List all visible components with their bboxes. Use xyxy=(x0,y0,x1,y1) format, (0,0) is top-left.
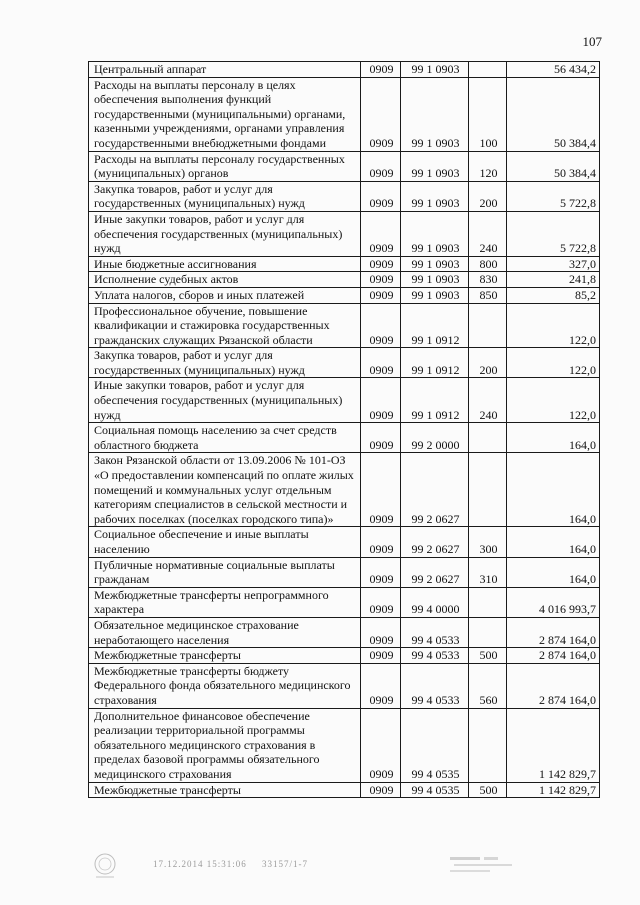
cell-name: Социальное обеспечение и иные выплаты населению xyxy=(89,527,361,557)
seal-stamp-icon xyxy=(92,851,118,881)
table-row xyxy=(89,348,600,378)
cell-sum: 1 142 829,7 xyxy=(507,782,600,798)
cell-expense-type xyxy=(469,617,507,647)
cell-name: Расходы на выплаты персоналу в целях обеспечения выполнения функций государственными (муниципальными) органами, казенными учреждениями, органами управления государственными внебюджетными фондами xyxy=(89,77,361,151)
cell-section: 0909 xyxy=(361,617,401,647)
cell-name: Центральный аппарат xyxy=(89,62,361,78)
cell-name: Дополнительное финансовое обеспечение реализации территориальной программы обязательного медицинского страхования в пределах базовой программы обязательного медицинского страхования xyxy=(89,708,361,782)
cell-target-code: 99 4 0533 xyxy=(401,663,469,708)
footer-doc-code: 33157/1-7 xyxy=(262,859,308,869)
cell-expense-type: 240 xyxy=(469,211,507,256)
cell-target-code: 99 4 0535 xyxy=(401,782,469,798)
cell-name: Межбюджетные трансферты непрограммного характера xyxy=(89,587,361,617)
cell-sum: 164,0 xyxy=(507,423,600,453)
table-row xyxy=(89,663,600,708)
cell-sum: 122,0 xyxy=(507,378,600,423)
cell-name: Публичные нормативные социальные выплаты гражданам xyxy=(89,557,361,587)
cell-expense-type xyxy=(469,423,507,453)
cell-expense-type: 200 xyxy=(469,348,507,378)
cell-sum: 122,0 xyxy=(507,303,600,348)
cell-name: Профессиональное обучение, повышение квалификации и стажировка государственных гражданских служащих Рязанской области xyxy=(89,303,361,348)
table-row xyxy=(89,62,600,78)
table-row xyxy=(89,77,600,151)
cell-sum: 50 384,4 xyxy=(507,77,600,151)
cell-sum: 122,0 xyxy=(507,348,600,378)
cell-target-code: 99 1 0912 xyxy=(401,348,469,378)
cell-name: Обязательное медицинское страхование неработающего населения xyxy=(89,617,361,647)
cell-target-code: 99 2 0000 xyxy=(401,423,469,453)
cell-expense-type xyxy=(469,453,507,527)
cell-sum: 1 142 829,7 xyxy=(507,708,600,782)
cell-name: Закон Рязанской области от 13.09.2006 № 101-ОЗ «О предоставлении компенсаций по оплате жилых помещений и коммунальных услуг отдельным категориям специалистов в сельской местности и рабочих поселках (поселках городского типа)» xyxy=(89,453,361,527)
cell-sum: 241,8 xyxy=(507,272,600,288)
cell-expense-type: 200 xyxy=(469,181,507,211)
cell-name: Межбюджетные трансферты xyxy=(89,782,361,798)
cell-expense-type xyxy=(469,587,507,617)
cell-target-code: 99 1 0903 xyxy=(401,181,469,211)
cell-target-code: 99 2 0627 xyxy=(401,527,469,557)
cell-name: Межбюджетные трансферты xyxy=(89,648,361,664)
table-row xyxy=(89,211,600,256)
cell-name: Иные закупки товаров, работ и услуг для обеспечения государственных (муниципальных) нужд xyxy=(89,211,361,256)
cell-name: Иные закупки товаров, работ и услуг для обеспечения государственных (муниципальных) нужд xyxy=(89,378,361,423)
cell-section: 0909 xyxy=(361,211,401,256)
cell-target-code: 99 1 0903 xyxy=(401,151,469,181)
budget-table xyxy=(88,61,600,798)
table-row xyxy=(89,287,600,303)
cell-expense-type xyxy=(469,303,507,348)
cell-section: 0909 xyxy=(361,181,401,211)
cell-sum: 2 874 164,0 xyxy=(507,663,600,708)
cell-target-code: 99 4 0535 xyxy=(401,708,469,782)
cell-sum: 2 874 164,0 xyxy=(507,648,600,664)
cell-sum: 4 016 993,7 xyxy=(507,587,600,617)
cell-sum: 50 384,4 xyxy=(507,151,600,181)
page-number: 107 xyxy=(582,34,602,49)
cell-section: 0909 xyxy=(361,708,401,782)
cell-section: 0909 xyxy=(361,62,401,78)
cell-target-code: 99 1 0903 xyxy=(401,77,469,151)
table-row xyxy=(89,378,600,423)
table-row xyxy=(89,782,600,798)
cell-target-code: 99 1 0903 xyxy=(401,272,469,288)
table-row xyxy=(89,527,600,557)
cell-expense-type: 830 xyxy=(469,272,507,288)
cell-name: Иные бюджетные ассигнования xyxy=(89,256,361,272)
cell-section: 0909 xyxy=(361,287,401,303)
cell-section: 0909 xyxy=(361,348,401,378)
cell-section: 0909 xyxy=(361,782,401,798)
cell-expense-type: 120 xyxy=(469,151,507,181)
cell-section: 0909 xyxy=(361,272,401,288)
cell-target-code: 99 1 0903 xyxy=(401,62,469,78)
cell-expense-type: 310 xyxy=(469,557,507,587)
cell-expense-type: 850 xyxy=(469,287,507,303)
cell-section: 0909 xyxy=(361,453,401,527)
table-row xyxy=(89,617,600,647)
table-row xyxy=(89,256,600,272)
cell-name: Уплата налогов, сборов и иных платежей xyxy=(89,287,361,303)
table-row xyxy=(89,151,600,181)
cell-name: Закупка товаров, работ и услуг для государственных (муниципальных) нужд xyxy=(89,181,361,211)
cell-expense-type: 100 xyxy=(469,77,507,151)
cell-target-code: 99 1 0912 xyxy=(401,378,469,423)
table-row xyxy=(89,587,600,617)
cell-expense-type: 800 xyxy=(469,256,507,272)
cell-name: Исполнение судебных актов xyxy=(89,272,361,288)
cell-expense-type xyxy=(469,708,507,782)
cell-target-code: 99 4 0533 xyxy=(401,617,469,647)
table-row xyxy=(89,708,600,782)
cell-expense-type: 500 xyxy=(469,782,507,798)
table-row xyxy=(89,453,600,527)
cell-name: Социальная помощь населению за счет средств областного бюджета xyxy=(89,423,361,453)
cell-section: 0909 xyxy=(361,77,401,151)
cell-section: 0909 xyxy=(361,663,401,708)
cell-target-code: 99 1 0903 xyxy=(401,256,469,272)
table-row xyxy=(89,648,600,664)
cell-sum: 164,0 xyxy=(507,453,600,527)
cell-sum: 164,0 xyxy=(507,527,600,557)
footer xyxy=(0,851,640,891)
cell-section: 0909 xyxy=(361,587,401,617)
cell-section: 0909 xyxy=(361,423,401,453)
table-row xyxy=(89,557,600,587)
cell-sum: 5 722,8 xyxy=(507,211,600,256)
table-row xyxy=(89,272,600,288)
cell-sum: 327,0 xyxy=(507,256,600,272)
cell-target-code: 99 2 0627 xyxy=(401,557,469,587)
cell-expense-type xyxy=(469,62,507,78)
cell-name: Межбюджетные трансферты бюджету Федерального фонда обязательного медицинского страхования xyxy=(89,663,361,708)
cell-expense-type: 560 xyxy=(469,663,507,708)
cell-section: 0909 xyxy=(361,256,401,272)
cell-section: 0909 xyxy=(361,378,401,423)
barcode-stamp-icon xyxy=(448,854,518,876)
cell-target-code: 99 1 0903 xyxy=(401,211,469,256)
cell-name: Расходы на выплаты персоналу государственных (муниципальных) органов xyxy=(89,151,361,181)
cell-expense-type: 500 xyxy=(469,648,507,664)
cell-target-code: 99 1 0912 xyxy=(401,303,469,348)
cell-target-code: 99 2 0627 xyxy=(401,453,469,527)
table-row xyxy=(89,181,600,211)
cell-name: Закупка товаров, работ и услуг для государственных (муниципальных) нужд xyxy=(89,348,361,378)
cell-sum: 85,2 xyxy=(507,287,600,303)
cell-target-code: 99 4 0533 xyxy=(401,648,469,664)
cell-expense-type: 300 xyxy=(469,527,507,557)
table-row xyxy=(89,303,600,348)
cell-expense-type: 240 xyxy=(469,378,507,423)
footer-date: 17.12.2014 15:31:06 xyxy=(153,859,247,869)
cell-target-code: 99 4 0000 xyxy=(401,587,469,617)
table-row xyxy=(89,423,600,453)
cell-sum: 2 874 164,0 xyxy=(507,617,600,647)
budget-table-body xyxy=(89,62,600,798)
cell-section: 0909 xyxy=(361,648,401,664)
cell-section: 0909 xyxy=(361,527,401,557)
cell-sum: 5 722,8 xyxy=(507,181,600,211)
cell-section: 0909 xyxy=(361,557,401,587)
cell-section: 0909 xyxy=(361,151,401,181)
cell-sum: 56 434,2 xyxy=(507,62,600,78)
cell-section: 0909 xyxy=(361,303,401,348)
cell-target-code: 99 1 0903 xyxy=(401,287,469,303)
cell-sum: 164,0 xyxy=(507,557,600,587)
